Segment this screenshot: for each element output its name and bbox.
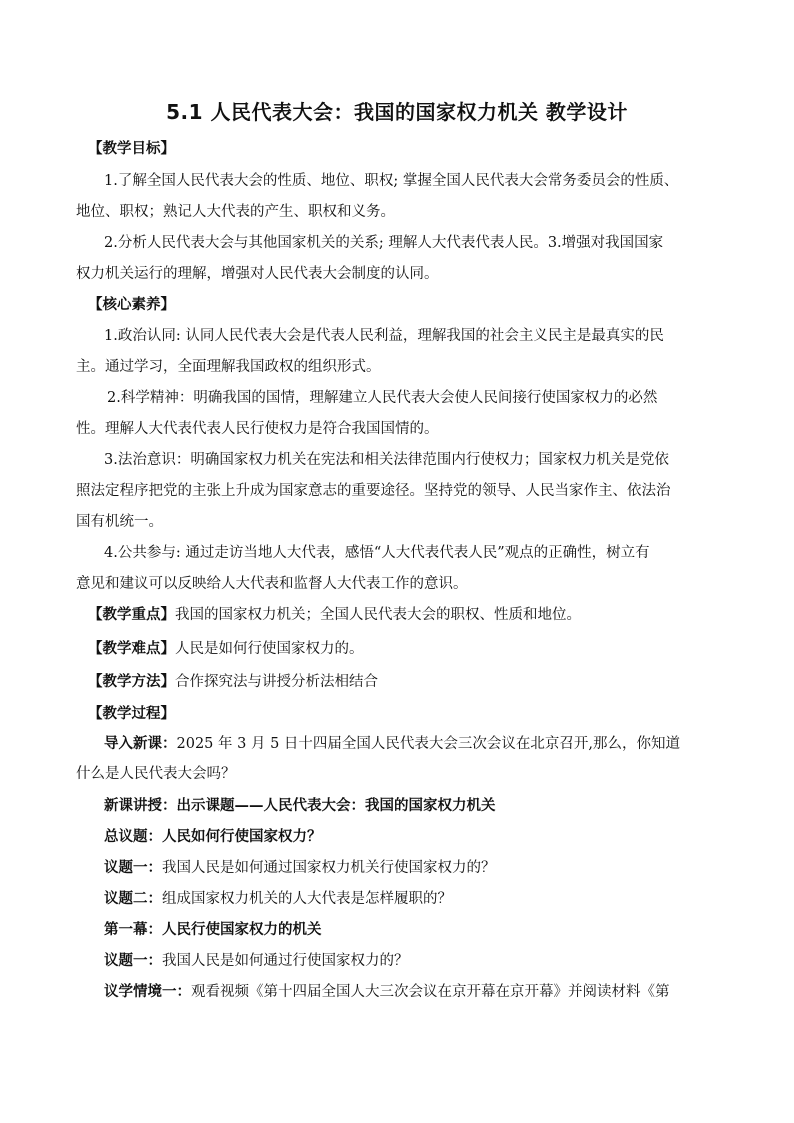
act1-heading: 第一幕：人民行使国家权力的机关	[104, 922, 322, 938]
intro-text: 2025 年 3 月 5 日十四届全国人民代表大会三次会议在北京召开,那么，你知道	[176, 736, 681, 752]
literacy-p2-line2: 性。理解人大代表代表人民行使权力是符合我国国情的。	[76, 421, 439, 437]
method-label: 【教学方法】	[88, 674, 175, 690]
literacy-p4-line2: 意见和建议可以反映给人大代表和监督人大代表工作的意识。	[76, 576, 468, 592]
topic2-text: 组成国家权力机关的人大代表是怎样履职的？	[162, 891, 452, 907]
literacy-p3-line1: 3.法治意识：明确国家权力机关在宪法和相关法律范围内行使权力；国家权力机关是党依	[104, 452, 669, 468]
topic1b-text: 我国人民是如何通过行使国家权力的？	[162, 953, 409, 969]
focus-row	[88, 604, 708, 626]
literacy-p3-line3: 国有机统一。	[76, 514, 163, 530]
method-text: 合作探究法与讲授分析法相结合	[175, 674, 378, 690]
topic1-text: 我国人民是如何通过国家权力机关行使国家权力的？	[162, 860, 496, 876]
intro-label: 导入新课：	[104, 736, 177, 752]
goals-p1-line1: 1.了解全国人民代表大会的性质、地位、职权; 掌握全国人民代表大会常务委员会的性质、	[104, 173, 679, 189]
goals-p2-line2: 权力机关运行的理解，增强对人民代表大会制度的认同。	[76, 266, 439, 282]
goals-heading: 【教学目标】	[88, 141, 175, 157]
scene1-text: 观看视频《第十四届全国人大三次会议在京开幕在京开幕》并阅读材料《第	[191, 984, 670, 1000]
scene1-row	[104, 981, 724, 1003]
method-row	[88, 671, 708, 693]
page-title: 5.1 人民代表大会：我国的国家权力机关 教学设计	[166, 100, 628, 124]
literacy-p1-line1: 1.政治认同: 认同人民代表大会是代表人民利益，理解我国的社会主义民主是最真实的民	[104, 328, 664, 344]
process-heading: 【教学过程】	[88, 706, 175, 722]
intro-line1	[104, 733, 724, 755]
difficulty-text: 人民是如何行使国家权力的。	[175, 641, 364, 657]
scene1-label: 议学情境一：	[104, 984, 191, 1000]
topic1-row	[104, 857, 724, 879]
literacy-heading: 【核心素养】	[88, 297, 175, 313]
literacy-p4-line1: 4.公共参与: 通过走访当地人大代表，感悟“人大代表代表人民”观点的正确性，树立有	[104, 545, 650, 561]
main-topic: 总议题：人民如何行使国家权力？	[104, 829, 322, 845]
topic1b-label: 议题一：	[104, 953, 162, 969]
difficulty-row	[88, 638, 708, 660]
focus-text: 我国的国家权力机关；全国人民代表大会的职权、性质和地位。	[175, 607, 581, 623]
focus-label: 【教学重点】	[88, 607, 175, 623]
intro-line2: 什么是人民代表大会吗？	[76, 766, 236, 782]
topic2-row	[104, 888, 724, 910]
topic1-label: 议题一：	[104, 860, 162, 876]
new-lesson: 新课讲授：出示课题——人民代表大会：我国的国家权力机关	[104, 798, 496, 814]
topic2-label: 议题二：	[104, 891, 162, 907]
difficulty-label: 【教学难点】	[88, 641, 175, 657]
goals-p2-line1: 2.分析人民代表大会与其他国家机关的关系; 理解人大代表代表人民。3.增强对我国国家	[104, 235, 664, 251]
literacy-p2-line1: 2.科学精神：明确我国的国情，理解建立人民代表大会使人民间接行使国家权力的必然	[107, 390, 658, 406]
topic1b-row	[104, 950, 724, 972]
goals-p1-line2: 地位、职权；熟记人大代表的产生、职权和义务。	[76, 204, 395, 220]
literacy-p3-line2: 照法定程序把党的主张上升成为国家意志的重要途径。坚持党的领导、人民当家作主、依法治	[76, 483, 671, 499]
literacy-p1-line2: 主。通过学习，全面理解我国政权的组织形式。	[76, 359, 381, 375]
